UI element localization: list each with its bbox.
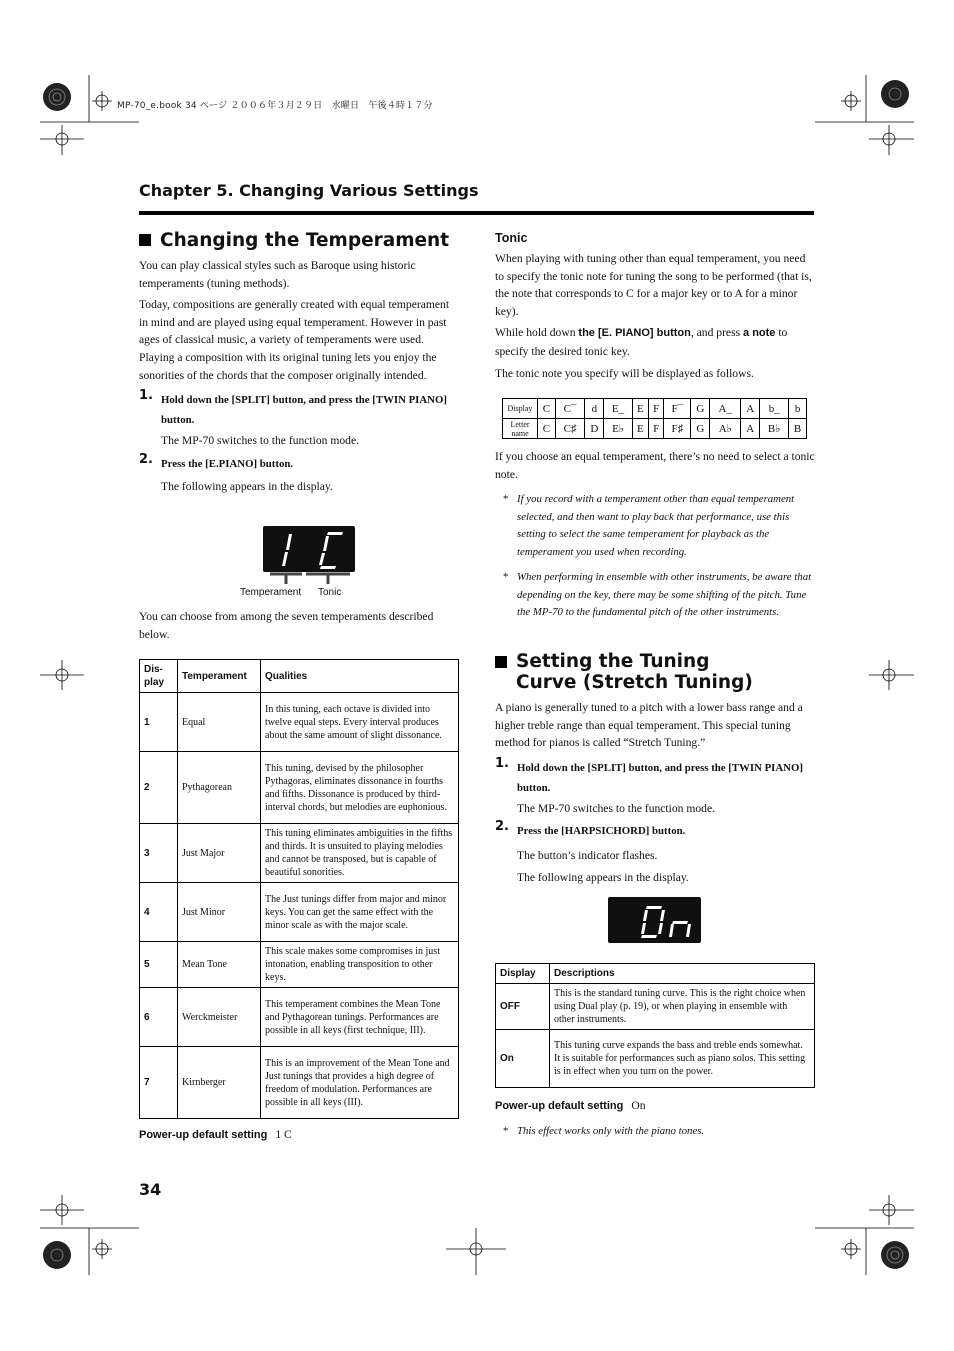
temperament-number: 1	[140, 693, 178, 752]
description: This tuning curve expands the bass and treble ends somewhat. It is suitable for performances such as piano solos. This setting is in effect when you turn on the power.	[550, 1030, 815, 1088]
power-up-default-right	[495, 1099, 646, 1112]
note-2-text: When performing in ensemble with other instruments, be aware that depending on the key, there may be some shifting of the pitch. Tune the MP-70 to the fundamental pitch of the other instruments.	[517, 571, 812, 619]
stretch-step-2	[495, 821, 815, 886]
table-row	[140, 988, 459, 1047]
tonic-letter-cell: A	[741, 419, 760, 439]
tonic-row-label-display: Display	[503, 399, 538, 419]
step-number: 2.	[139, 451, 153, 467]
tonic-letter-cell: B	[789, 419, 807, 439]
temperament-number: 2	[140, 752, 178, 824]
tonic-heading: Tonic	[495, 231, 528, 245]
temperament-name: Pythagorean	[178, 752, 261, 824]
display-value: On	[496, 1030, 550, 1088]
tonic-letter-cell: D	[585, 419, 604, 439]
intro-paragraph-1: You can play classical styles such as Baroque using historic temperaments (tuning methods).	[139, 259, 416, 290]
right-column-stretch	[495, 651, 815, 887]
tonic-letter-cell: C♯	[555, 419, 585, 439]
tonic-letter-cell: C	[538, 419, 556, 439]
right-column-top	[495, 231, 815, 382]
step-number: 1.	[495, 755, 509, 771]
temperament-qualities: This is an improvement of the Mean Tone and Just tunings that provides a high degree of freedom of modulation. Performances are possible in all keys (III).	[261, 1047, 459, 1119]
stretch-paragraph: A piano is generally tuned to a pitch with a lower bass range and a higher treble range than equal temperament. This special tuning method for pianos is called “Stretch Tuning.”	[495, 701, 803, 750]
stretch-step-1-result: The MP-70 switches to the function mode.	[517, 801, 716, 815]
temperament-name: Kirnberger	[178, 1047, 261, 1119]
power-up-value: On	[631, 1099, 646, 1112]
col-header-qualities: Qualities	[261, 660, 459, 693]
note-1	[495, 491, 815, 561]
temperament-number: 3	[140, 824, 178, 883]
step-1	[139, 390, 459, 450]
temperament-name: Werckmeister	[178, 988, 261, 1047]
label-temperament: Temperament	[240, 587, 302, 598]
temperament-number: 5	[140, 942, 178, 988]
power-up-value: 1 C	[275, 1128, 292, 1141]
intro-paragraph-2: Today, compositions are generally created with equal temperament in mind and are played using equal temperament. However in past ages of classical music, a variety of temperaments were used. Playing a composition with its original tuning lets you enjoy the sonorities of the chords that the composer originally intended.	[139, 298, 450, 382]
table-row	[496, 1030, 815, 1088]
tonic-display-cell: b_	[760, 399, 789, 419]
temperament-number: 7	[140, 1047, 178, 1119]
choose-text: You can choose from among the seven temperaments described below.	[139, 610, 434, 641]
tonic-letter-cell: F	[649, 419, 664, 439]
temperament-name: Just Major	[178, 824, 261, 883]
step-1-result: The MP-70 switches to the function mode.	[161, 434, 360, 448]
stretch-step-2-result-1: The button’s indicator flashes.	[517, 849, 658, 863]
tonic-paragraph-1: When playing with tuning other than equal temperament, you need to specify the tonic note for tuning the song to be performed (that is, the note that corresponds to C for a major key or to A for a minor key).	[495, 252, 812, 318]
tonic-letter-cell: A♭	[710, 419, 741, 439]
temperament-qualities: In this tuning, each octave is divided into twelve equal steps. Every interval produces about the same amount of slight dissonance.	[261, 693, 459, 752]
right-column-middle	[495, 448, 815, 622]
tonic-display-cell: F	[649, 399, 664, 419]
tonic-display-cell: C	[538, 399, 556, 419]
note-3-text: This effect works only with the piano tones.	[517, 1125, 705, 1137]
tonic-display-cell: b	[789, 399, 807, 419]
square-bullet-icon	[495, 656, 507, 668]
table-row	[140, 824, 459, 883]
power-up-label: Power-up default setting	[495, 1100, 624, 1112]
stretch-step-2-result-2: The following appears in the display.	[517, 870, 689, 884]
chapter-title: Chapter 5. Changing Various Settings	[139, 181, 479, 200]
power-up-default-left	[139, 1128, 292, 1141]
lcd-display-stretch	[608, 897, 701, 943]
tonic-display-cell: F¯	[664, 399, 691, 419]
tonic-paragraph-2: While hold down the [E. PIANO] button, and press a note to specify the desired tonic key.	[495, 326, 788, 358]
asterisk: *	[503, 1125, 509, 1137]
tonic-row-label-letter: Letter name	[503, 419, 538, 439]
table-row	[140, 1047, 459, 1119]
note-3	[503, 1123, 817, 1141]
temperament-name: Just Minor	[178, 883, 261, 942]
tonic-display-cell: E	[632, 399, 649, 419]
tonic-letter-cell: B♭	[760, 419, 789, 439]
tonic-table	[502, 398, 807, 439]
step-number: 2.	[495, 819, 509, 835]
label-tonic: Tonic	[318, 587, 342, 598]
col-header-display: Display	[496, 964, 550, 984]
tonic-paragraph-3: The tonic note you specify will be displayed as follows.	[495, 366, 754, 380]
step-2-text: Press the [E.PIANO] button.	[161, 457, 294, 470]
stretch-step-1	[495, 755, 815, 818]
display-value: OFF	[496, 984, 550, 1030]
asterisk: *	[503, 571, 509, 584]
table-row	[140, 883, 459, 942]
tonic-display-cell: d	[585, 399, 604, 419]
tonic-display-cell: C¯	[555, 399, 585, 419]
lcd-display-temperament	[263, 526, 355, 572]
note-2	[495, 569, 815, 622]
table-row	[140, 752, 459, 824]
temperament-name: Equal	[178, 693, 261, 752]
tonic-letter-cell: G	[691, 419, 710, 439]
temperament-qualities: This temperament combines the Mean Tone and Pythagorean tunings. Performances are possible in all keys (first technique, III).	[261, 988, 459, 1047]
display-brackets	[262, 572, 357, 586]
temperament-qualities: This scale makes some compromises in just intonation, enabling transposition to other keys.	[261, 942, 459, 988]
table-row	[140, 942, 459, 988]
col-header-descriptions: Descriptions	[550, 964, 815, 984]
asterisk: *	[503, 493, 509, 506]
step-1-text: Hold down the [SPLIT] button, and press the [TWIN PIANO] button.	[161, 394, 447, 427]
tonic-display-cell: A_	[710, 399, 741, 419]
lcd-segments-on	[608, 897, 701, 943]
square-bullet-icon	[139, 234, 151, 246]
note-1-text: If you record with a temperament other than equal temperament selected, and then want to play back that performance, use this setting to select the same temperament for playback as the temperament you used when recording.	[517, 493, 795, 558]
section-heading-stretch	[495, 651, 815, 693]
temperament-qualities: This tuning, devised by the philosopher Pythagoras, eliminates dissonance in fourths and fifths. Dissonance is produced by third-interval chords, but melodies are euphonious.	[261, 752, 459, 824]
col-header-temperament: Temperament	[178, 660, 261, 693]
tonic-display-cell: A	[741, 399, 760, 419]
table-row	[496, 984, 815, 1030]
left-column	[139, 230, 459, 495]
temperament-number: 6	[140, 988, 178, 1047]
step-2	[139, 451, 459, 496]
tonic-letter-cell: E♭	[604, 419, 632, 439]
step-2-result: The following appears in the display.	[161, 479, 333, 493]
tonic-letter-cell: E	[632, 419, 649, 439]
file-info: MP-70_e.book 34 ページ ２００６年３月２９日 水曜日 午後４時１７分	[117, 101, 433, 111]
temperament-qualities: The Just tunings differ from major and minor keys. You can get the same effect with the minor scale as with the major scale.	[261, 883, 459, 942]
stretch-step-1-text: Hold down the [SPLIT] button, and press the [TWIN PIANO] button.	[517, 761, 803, 794]
temperament-qualities: This tuning eliminates ambiguities in the fifths and thirds. It is unsuited to playing melodies and cannot be transposed, but is capable of beautiful sonorities.	[261, 824, 459, 883]
tonic-display-cell: E_	[604, 399, 632, 419]
section-heading-temperament: Changing the Temperament	[139, 230, 459, 251]
temperament-name: Mean Tone	[178, 942, 261, 988]
stretch-step-2-text: Press the [HARPSICHORD] button.	[517, 825, 686, 838]
chapter-rule	[139, 211, 814, 215]
page-number: 34	[139, 1180, 162, 1199]
table-row	[140, 693, 459, 752]
tonic-paragraph-4: If you choose an equal temperament, there’s no need to select a tonic note.	[495, 450, 815, 481]
description: This is the standard tuning curve. This is the right choice when using Dual play (p. 19), or when playing in ensemble with other instruments.	[550, 984, 815, 1030]
tonic-display-cell: G	[691, 399, 710, 419]
col-header-display: Dis-play	[140, 660, 178, 693]
stretch-table	[495, 963, 815, 1088]
step-number: 1.	[139, 388, 153, 404]
temperament-table	[139, 659, 459, 1119]
temperament-number: 4	[140, 883, 178, 942]
tonic-letter-cell: F♯	[664, 419, 691, 439]
power-up-label: Power-up default setting	[139, 1129, 268, 1141]
lcd-segments-1c	[263, 526, 355, 572]
stretch-heading-text: Setting the Tuning Curve (Stretch Tuning)	[516, 651, 753, 693]
